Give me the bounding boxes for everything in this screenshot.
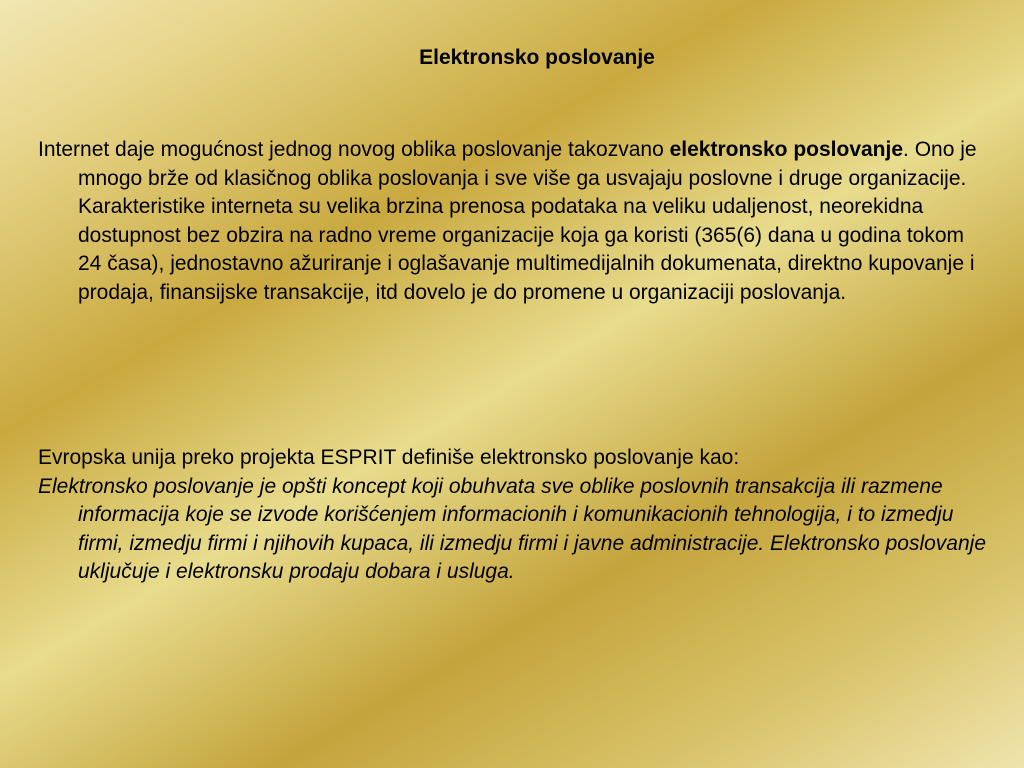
paragraph-esprit-definition: Elektronsko poslovanje je opšti koncept koji obuhvata sve oblike poslovnih transakcija ili razmene informacija koje se izvode korišćenjem informacionih i komunikacionih tehnologija, i to izmedju firmi, izmedju firmi i njihovih kupaca, ili izmedju firmi i javne administracije. Elektronsko poslovanje uključuje i elektronsku prodaju dobara i usluga. — [38, 474, 986, 584]
paragraph-internet-bold-term: elektronsko poslovanje — [669, 138, 904, 161]
paragraph-esprit-intro: Evropska unija preko projekta ESPRIT definiše elektronsko poslovanje kao: — [38, 446, 740, 469]
paragraph-esprit — [38, 444, 988, 587]
paragraph-internet-rest: . Ono je mnogo brže od klasičnog oblika poslovanja i sve više ga usvajaju poslovne i druge organizacije. Karakteristike interneta su velika brzina prenosa podataka na veliku udaljenost, neorekidna dostupnost bez obzira na radno vreme organizacije koja ga koristi (365(6) dana u godina tokom 24 časa), jednostavno ažuriranje i oglašavanje multimedijalnih dokumenata, direktno kupovanje i prodaja, finansijske transakcije, itd dovelo je do promene u organizaciji poslovanja. — [78, 138, 977, 304]
slide-title: Elektronsko poslovanje — [419, 46, 655, 69]
paragraph-internet — [38, 136, 988, 308]
paragraph-internet-text — [38, 136, 988, 308]
paragraph-internet-lead: Internet daje mogućnost jednog novog oblika poslovanje takozvano — [38, 138, 670, 161]
